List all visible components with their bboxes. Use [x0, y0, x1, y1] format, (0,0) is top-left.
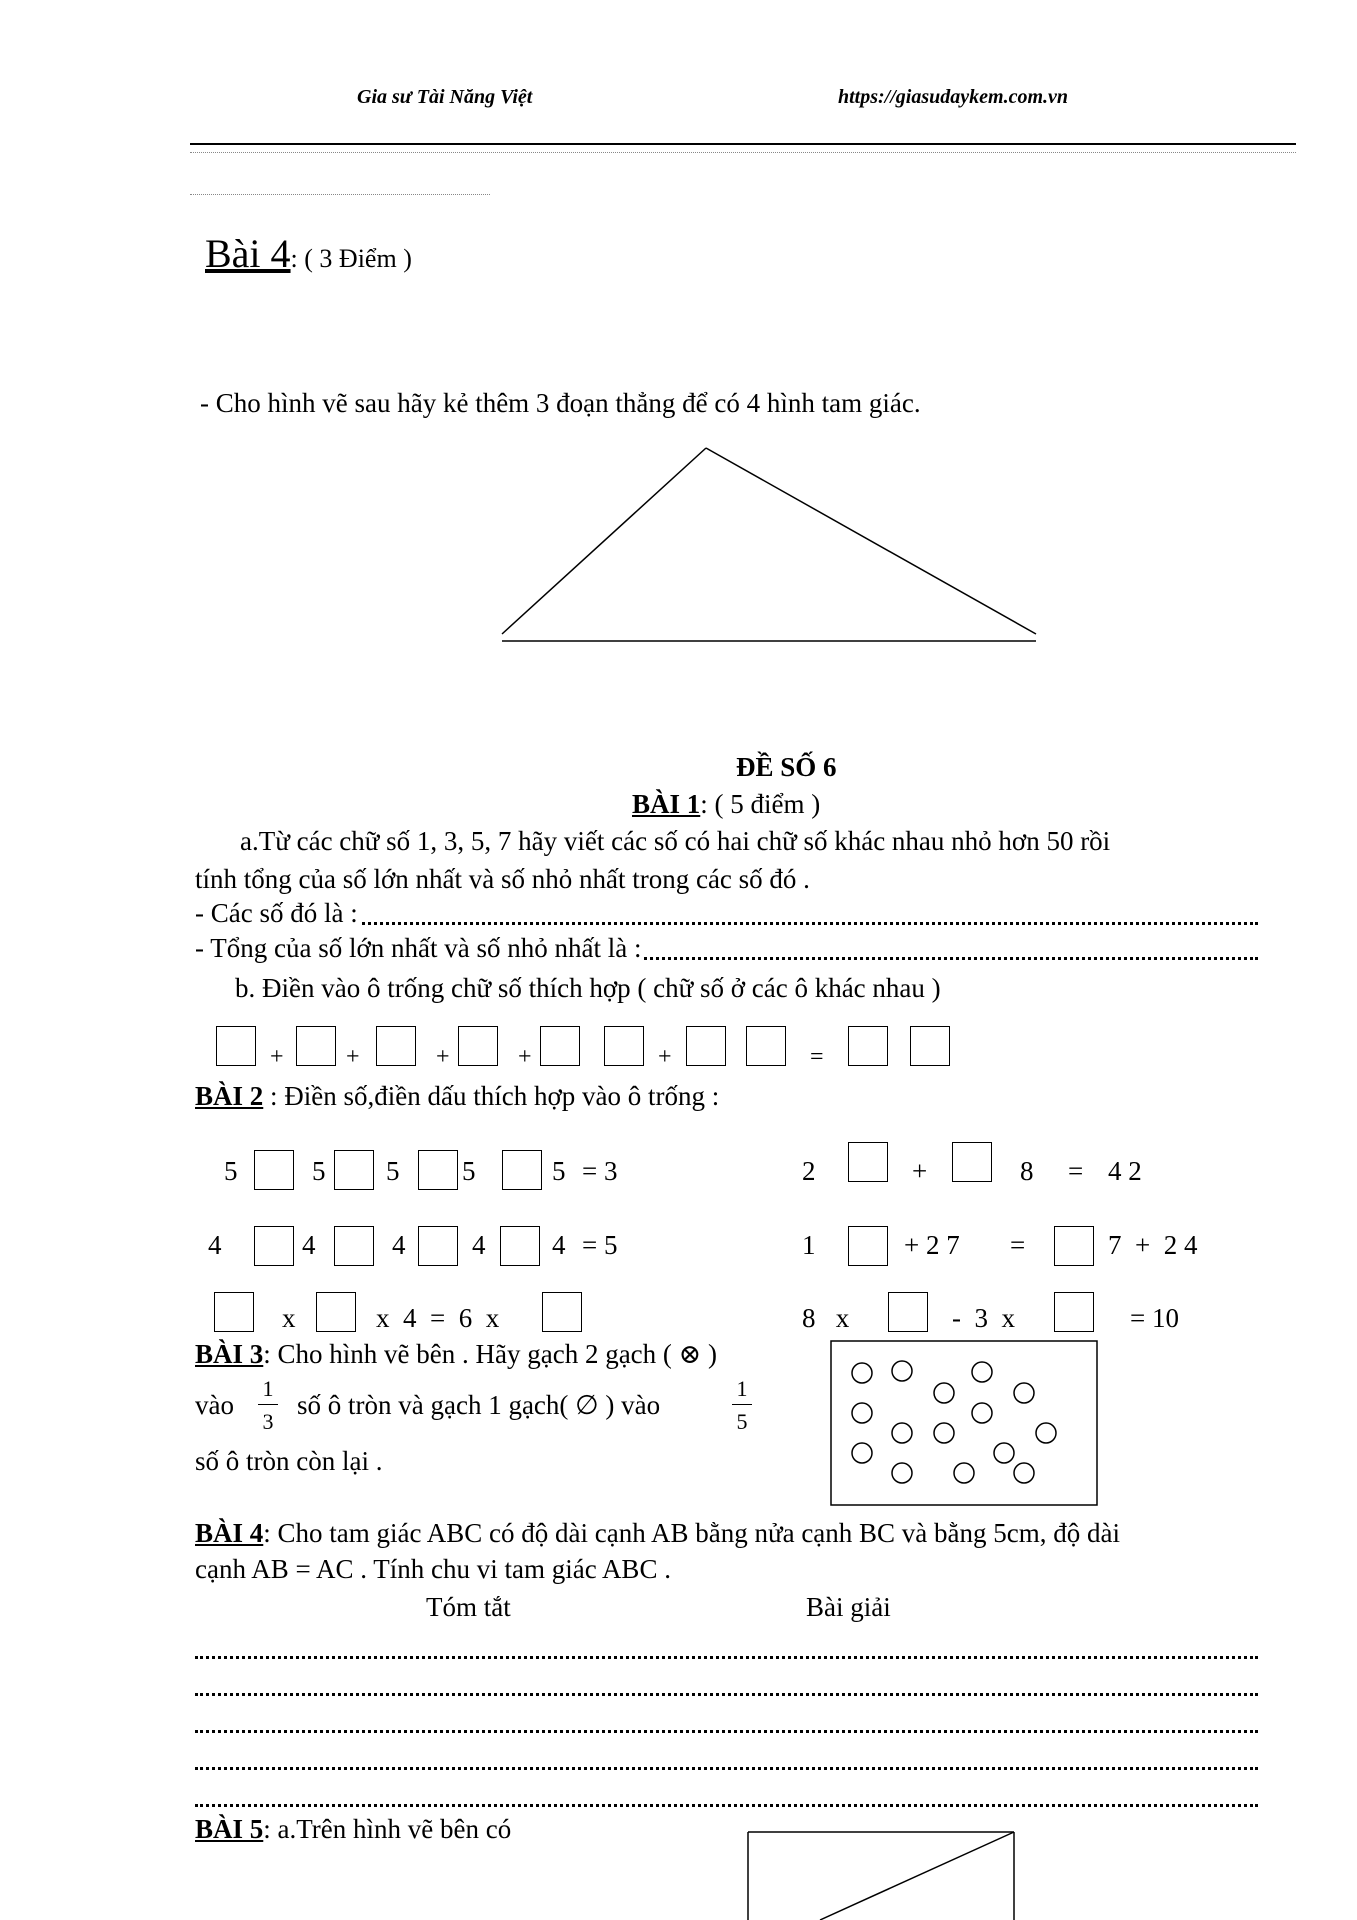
answer-dots	[195, 1693, 1258, 1696]
exam-title: ĐỀ SỐ 6	[736, 752, 837, 782]
result: = 3	[582, 1156, 618, 1186]
circle	[934, 1423, 954, 1443]
plus-sign: +	[518, 1044, 532, 1070]
circle	[852, 1363, 872, 1383]
number: 8	[1020, 1156, 1034, 1186]
answer-box[interactable]	[254, 1226, 294, 1266]
triangle-left-side	[502, 448, 706, 634]
answer-box[interactable]	[848, 1226, 888, 1266]
header-left: Gia sư Tài Năng Việt	[357, 86, 533, 108]
bai5-figure	[740, 1828, 1020, 1920]
triangle-right-side	[706, 448, 1036, 634]
answer-box[interactable]	[540, 1026, 580, 1066]
answer-dots	[195, 1767, 1258, 1770]
expression: + 2 7	[904, 1230, 960, 1260]
bai3-middle-text: số ô tròn và gạch 1 gạch( ∅ ) vào	[297, 1390, 661, 1420]
fraction-one-third: $\frac{1}{3}$	[258, 1376, 278, 1435]
circles-frame	[831, 1341, 1097, 1505]
number: 5	[462, 1156, 476, 1186]
number: 5	[552, 1156, 566, 1186]
rect-diagonal	[820, 1832, 1014, 1920]
circle	[994, 1443, 1014, 1463]
header-right-url[interactable]: https://giasudaykem.com.vn	[838, 86, 1068, 108]
answer-box[interactable]	[214, 1292, 254, 1332]
answer-box[interactable]	[334, 1150, 374, 1190]
number: 4	[208, 1230, 222, 1260]
result: 4 2	[1108, 1156, 1142, 1186]
bai4-summary-label: Tóm tắt	[426, 1592, 511, 1622]
number: 1	[802, 1230, 816, 1260]
bai1-a-line1: a.Từ các chữ số 1, 3, 5, 7 hãy viết các số có hai chữ số khác nhau nhỏ hơn 50 rồi	[240, 826, 1111, 856]
answer-box[interactable]	[542, 1292, 582, 1332]
bai4-line1: BÀI 4: Cho tam giác ABC có độ dài cạnh AB bằng nửa cạnh BC và bằng 5cm, độ dài	[195, 1518, 1120, 1548]
plus-sign: +	[270, 1044, 284, 1070]
number: 4	[302, 1230, 316, 1260]
bai1-q2: - Tổng của số lớn nhất và số nhỏ nhất là :	[195, 933, 642, 963]
answer-box[interactable]	[458, 1026, 498, 1066]
answer-box[interactable]	[952, 1142, 992, 1182]
answer-box[interactable]	[254, 1150, 294, 1190]
circle	[852, 1443, 872, 1463]
bai4-line2: cạnh AB = AC . Tính chu vi tam giác ABC .	[195, 1554, 671, 1584]
equals-sign: =	[1068, 1156, 1084, 1186]
bai2-heading: BÀI 2 : Điền số,điền dấu thích hợp vào ô trống :	[195, 1081, 720, 1111]
operator: +	[912, 1156, 928, 1186]
expression: 8 x	[802, 1303, 850, 1333]
circle	[954, 1463, 974, 1483]
plus-sign: +	[346, 1044, 360, 1070]
equals-sign: =	[810, 1044, 824, 1070]
bai3-line1: BÀI 3: Cho hình vẽ bên . Hãy gạch 2 gạch ( ⊗ )	[195, 1339, 718, 1369]
answer-box[interactable]	[316, 1292, 356, 1332]
circles-figure	[830, 1340, 1100, 1510]
expression: - 3 x	[952, 1303, 1015, 1333]
answer-box[interactable]	[216, 1026, 256, 1066]
triangle-figure	[0, 0, 1357, 700]
answer-dots	[195, 1730, 1258, 1733]
answer-dots	[195, 1656, 1258, 1659]
answer-box[interactable]	[686, 1026, 726, 1066]
answer-box[interactable]	[502, 1150, 542, 1190]
answer-dots	[195, 1804, 1258, 1807]
bai4-top-instruction: - Cho hình vẽ sau hãy kẻ thêm 3 đoạn thẳng để có 4 hình tam giác.	[200, 388, 921, 418]
number: 2	[802, 1156, 816, 1186]
answer-box[interactable]	[848, 1026, 888, 1066]
bai1-q1: - Các số đó là :	[195, 898, 358, 928]
bai5-line1: BÀI 5: a.Trên hình vẽ bên có	[195, 1814, 512, 1844]
result: = 5	[582, 1230, 618, 1260]
number: 5	[386, 1156, 400, 1186]
answer-box[interactable]	[500, 1226, 540, 1266]
circle	[852, 1403, 872, 1423]
expression: 7 + 2 4	[1108, 1230, 1198, 1260]
circle	[972, 1403, 992, 1423]
circle	[892, 1361, 912, 1381]
circle	[934, 1383, 954, 1403]
operator: x	[282, 1303, 296, 1333]
answer-box[interactable]	[746, 1026, 786, 1066]
answer-box[interactable]	[334, 1226, 374, 1266]
circle	[1036, 1423, 1056, 1443]
bai3-vao: vào	[195, 1390, 234, 1420]
number: 4	[552, 1230, 566, 1260]
bai1-a-line2: tính tổng của số lớn nhất và số nhỏ nhất trong các số đó .	[195, 864, 810, 894]
number: 5	[312, 1156, 326, 1186]
result: = 10	[1130, 1303, 1179, 1333]
answer-box[interactable]	[1054, 1292, 1094, 1332]
circle	[892, 1423, 912, 1443]
bai3-line3: số ô tròn còn lại .	[195, 1446, 383, 1476]
equals-sign: =	[1010, 1230, 1026, 1260]
bai1-b: b. Điền vào ô trống chữ số thích hợp ( chữ số ở các ô khác nhau )	[235, 973, 941, 1003]
circle	[972, 1362, 992, 1382]
bai4-solution-label: Bài giải	[806, 1592, 891, 1622]
bai4-top-heading: Bài 4: ( 3 Điểm )	[205, 231, 412, 276]
number: 4	[472, 1230, 486, 1260]
number: 4	[392, 1230, 406, 1260]
answer-box[interactable]	[888, 1292, 928, 1332]
answer-box[interactable]	[376, 1026, 416, 1066]
answer-box[interactable]	[848, 1142, 888, 1182]
answer-box[interactable]	[418, 1226, 458, 1266]
plus-sign: +	[658, 1044, 672, 1070]
fraction-one-fifth: $\frac{1}{5}$	[732, 1376, 752, 1435]
plus-sign: +	[436, 1044, 450, 1070]
expression: x 4 = 6 x	[376, 1303, 500, 1333]
answer-box[interactable]	[296, 1026, 336, 1066]
answer-box[interactable]	[910, 1026, 950, 1066]
circle	[1014, 1383, 1034, 1403]
bai1-heading: BÀI 1: ( 5 điểm )	[632, 789, 821, 819]
circle	[892, 1463, 912, 1483]
answer-box[interactable]	[418, 1150, 458, 1190]
answer-box[interactable]	[1054, 1226, 1094, 1266]
answer-box[interactable]	[604, 1026, 644, 1066]
number: 5	[224, 1156, 238, 1186]
circle	[1014, 1463, 1034, 1483]
